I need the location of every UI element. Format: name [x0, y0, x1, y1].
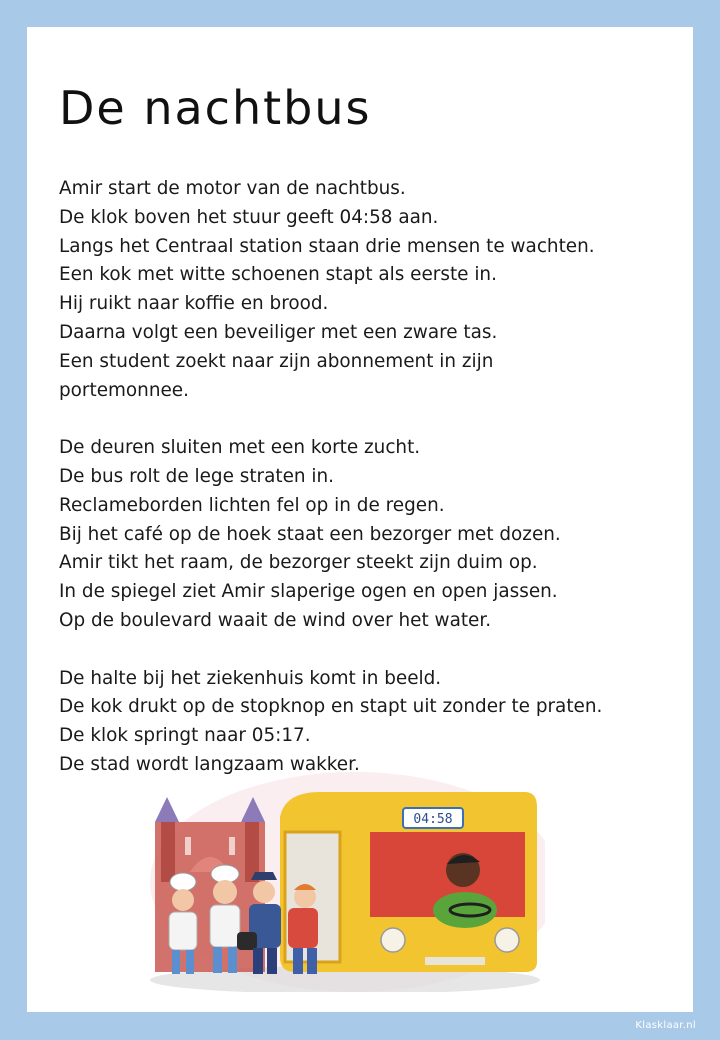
story-line: portemonnee.	[59, 379, 189, 401]
worksheet	[27, 27, 693, 1012]
story-line: Hij ruikt naar koffie en brood.	[59, 293, 329, 315]
story-line: De kok drukt op de stopknop en stapt uit zonder te praten.	[59, 696, 603, 718]
story-line: Een student zoekt naar zijn abonnement in zijn	[59, 350, 494, 372]
story-line: De deuren sluiten met een korte zucht.	[59, 437, 421, 459]
story-line: De klok springt naar 05:17.	[59, 725, 311, 747]
story-line: Reclameborden lichten fel op in de regen.	[59, 494, 445, 516]
bag-icon	[237, 932, 257, 950]
story-line: Bij het café op de hoek staat een bezorger met dozen.	[59, 523, 561, 545]
story-line: Een kok met witte schoenen stapt als eerste in.	[59, 264, 497, 286]
night-bus-illustration	[145, 762, 545, 992]
story-line: De klok boven het stuur geeft 04:58 aan.	[59, 206, 439, 228]
story-line: In de spiegel ziet Amir slaperige ogen en open jassen.	[59, 581, 558, 603]
story-line: Daarna volgt een beveiliger met een zware tas.	[59, 321, 498, 343]
story-text	[59, 175, 679, 809]
story-line: Amir tikt het raam, de bezorger steekt zijn duim op.	[59, 552, 538, 574]
bus-icon	[280, 792, 537, 972]
story-line: De bus rolt de lege straten in.	[59, 465, 335, 487]
story-line: Op de boulevard waait de wind over het water.	[59, 609, 492, 631]
story-line: Langs het Centraal station staan drie mensen te wachten.	[59, 235, 595, 257]
footer-credit: Klasklaar.nl	[635, 1020, 696, 1031]
page-title: De nachtbus	[59, 81, 372, 135]
story-line: De halte bij het ziekenhuis komt in beeld.	[59, 667, 442, 689]
paragraph	[59, 175, 679, 405]
story-line: Amir start de motor van de nachtbus.	[59, 178, 406, 199]
paragraph	[59, 434, 679, 636]
story-line: De stad wordt langzaam wakker.	[59, 753, 360, 775]
bus-clock-text: 04:58	[413, 812, 453, 827]
